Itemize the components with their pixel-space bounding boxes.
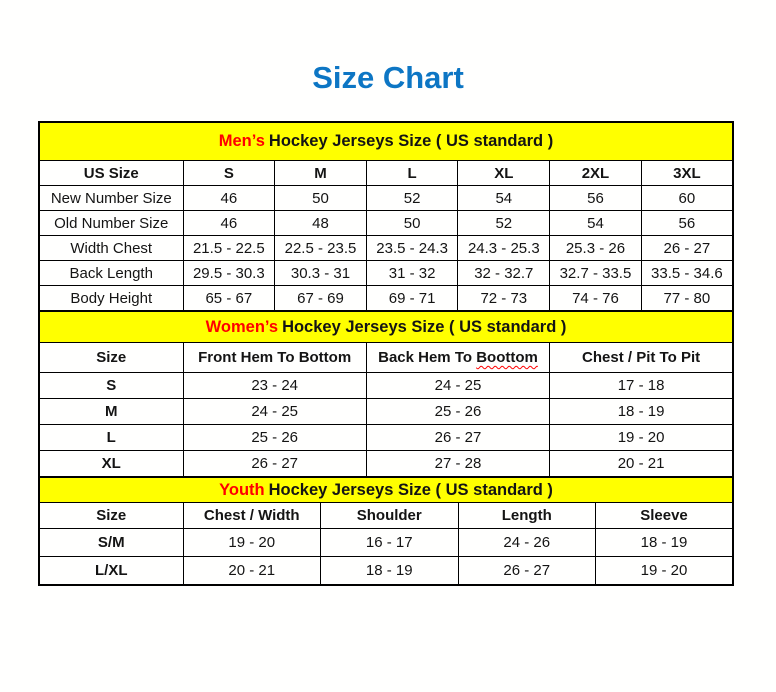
value-cell: 20 - 21 xyxy=(183,557,321,586)
column-header: 2XL xyxy=(550,161,642,186)
womens-size-table xyxy=(38,310,734,478)
value-cell: 27 - 28 xyxy=(366,451,549,478)
size-tables-container xyxy=(38,121,734,586)
value-cell: 54 xyxy=(550,211,642,236)
mens-size-table-caption: Men’s Hockey Jerseys Size ( US standard ) xyxy=(39,122,733,161)
value-cell: 50 xyxy=(275,186,367,211)
mens-size-table xyxy=(38,121,734,312)
mens-size-table-caption-accent: Men’s xyxy=(218,132,265,150)
row-header-cell: L xyxy=(39,425,183,451)
value-cell: 25 - 26 xyxy=(366,399,549,425)
table-row xyxy=(39,261,733,286)
value-cell: 33.5 - 34.6 xyxy=(641,261,733,286)
value-cell: 19 - 20 xyxy=(596,557,734,586)
row-header-cell: XL xyxy=(39,451,183,478)
column-header: M xyxy=(275,161,367,186)
value-cell: 18 - 19 xyxy=(321,557,459,586)
row-header-cell: Old Number Size xyxy=(39,211,183,236)
column-header: Back Hem To Boottom xyxy=(366,343,549,373)
value-cell: 18 - 19 xyxy=(596,529,734,557)
table-row xyxy=(39,529,733,557)
value-cell: 52 xyxy=(366,186,458,211)
table-row xyxy=(39,186,733,211)
row-header-cell: Back Length xyxy=(39,261,183,286)
value-cell: 52 xyxy=(458,211,550,236)
table-row xyxy=(39,425,733,451)
value-cell: 77 - 80 xyxy=(641,286,733,312)
value-cell: 48 xyxy=(275,211,367,236)
table-row xyxy=(39,373,733,399)
row-header-cell: New Number Size xyxy=(39,186,183,211)
value-cell: 31 - 32 xyxy=(366,261,458,286)
mens-size-table-header-row xyxy=(39,161,733,186)
value-cell: 32 - 32.7 xyxy=(458,261,550,286)
page-title: Size Chart xyxy=(312,60,464,95)
column-header: Chest / Width xyxy=(183,503,321,529)
table-row xyxy=(39,399,733,425)
value-cell: 23.5 - 24.3 xyxy=(366,236,458,261)
value-cell: 25.3 - 26 xyxy=(550,236,642,261)
womens-size-table-caption: Women’s Hockey Jerseys Size ( US standard ) xyxy=(39,311,733,343)
womens-size-table-caption-accent: Women’s xyxy=(205,317,279,336)
value-cell: 29.5 - 30.3 xyxy=(183,261,275,286)
column-header: L xyxy=(366,161,458,186)
womens-size-table-header-row xyxy=(39,343,733,373)
mens-size-table-caption-row xyxy=(39,122,733,161)
value-cell: 46 xyxy=(183,186,275,211)
value-cell: 22.5 - 23.5 xyxy=(275,236,367,261)
value-cell: 67 - 69 xyxy=(275,286,367,312)
row-header-cell: Body Height xyxy=(39,286,183,312)
misspelled-word: Boottom xyxy=(476,349,538,366)
value-cell: 25 - 26 xyxy=(183,425,366,451)
table-row xyxy=(39,451,733,478)
table-row xyxy=(39,286,733,312)
value-cell: 72 - 73 xyxy=(458,286,550,312)
value-cell: 26 - 27 xyxy=(458,557,596,586)
youth-size-table-header-row xyxy=(39,503,733,529)
column-header: 3XL xyxy=(641,161,733,186)
row-header-cell: L/XL xyxy=(39,557,183,586)
value-cell: 26 - 27 xyxy=(641,236,733,261)
youth-size-table-caption: Youth Hockey Jerseys Size ( US standard ) xyxy=(39,477,733,503)
value-cell: 24 - 25 xyxy=(366,373,549,399)
column-header: Chest / Pit To Pit xyxy=(550,343,733,373)
womens-size-table-caption-row xyxy=(39,311,733,343)
column-header: Size xyxy=(39,343,183,373)
row-header-cell: Width Chest xyxy=(39,236,183,261)
column-header: XL xyxy=(458,161,550,186)
value-cell: 19 - 20 xyxy=(550,425,733,451)
value-cell: 24.3 - 25.3 xyxy=(458,236,550,261)
row-header-cell: S xyxy=(39,373,183,399)
value-cell: 20 - 21 xyxy=(550,451,733,478)
value-cell: 21.5 - 22.5 xyxy=(183,236,275,261)
value-cell: 56 xyxy=(641,211,733,236)
youth-size-table-caption-row xyxy=(39,477,733,503)
value-cell: 23 - 24 xyxy=(183,373,366,399)
column-header: Sleeve xyxy=(596,503,734,529)
value-cell: 56 xyxy=(550,186,642,211)
row-header-cell: M xyxy=(39,399,183,425)
value-cell: 18 - 19 xyxy=(550,399,733,425)
column-header: US Size xyxy=(39,161,183,186)
column-header: Shoulder xyxy=(321,503,459,529)
value-cell: 32.7 - 33.5 xyxy=(550,261,642,286)
value-cell: 54 xyxy=(458,186,550,211)
value-cell: 17 - 18 xyxy=(550,373,733,399)
column-header: Size xyxy=(39,503,183,529)
value-cell: 30.3 - 31 xyxy=(275,261,367,286)
value-cell: 16 - 17 xyxy=(321,529,459,557)
value-cell: 74 - 76 xyxy=(550,286,642,312)
row-header-cell: S/M xyxy=(39,529,183,557)
column-header: Front Hem To Bottom xyxy=(183,343,366,373)
youth-size-table xyxy=(38,476,734,586)
value-cell: 65 - 67 xyxy=(183,286,275,312)
table-row xyxy=(39,236,733,261)
value-cell: 19 - 20 xyxy=(183,529,321,557)
table-row xyxy=(39,557,733,586)
value-cell: 26 - 27 xyxy=(366,425,549,451)
value-cell: 24 - 25 xyxy=(183,399,366,425)
value-cell: 26 - 27 xyxy=(183,451,366,478)
table-row xyxy=(39,211,733,236)
value-cell: 46 xyxy=(183,211,275,236)
youth-size-table-caption-accent: Youth xyxy=(219,480,265,499)
value-cell: 69 - 71 xyxy=(366,286,458,312)
value-cell: 50 xyxy=(366,211,458,236)
column-header: Length xyxy=(458,503,596,529)
value-cell: 24 - 26 xyxy=(458,529,596,557)
column-header: S xyxy=(183,161,275,186)
value-cell: 60 xyxy=(641,186,733,211)
